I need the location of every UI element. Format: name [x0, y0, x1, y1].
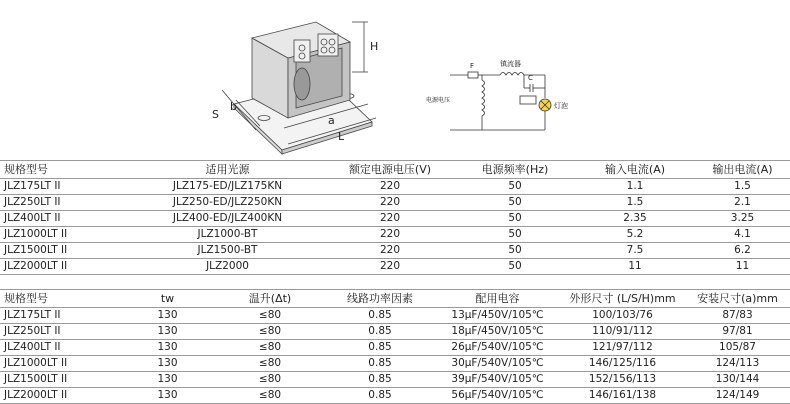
cell-output-current: 2.1	[695, 195, 790, 211]
table2-header-temp-rise: 温升(Δt)	[215, 290, 325, 308]
cell-outline-size: 100/103/76	[560, 308, 685, 324]
cell-temp-rise: ≤80	[215, 324, 325, 340]
dim-l-label: L	[338, 130, 345, 143]
lamp-label: 灯泡	[554, 102, 568, 110]
table-row	[0, 243, 790, 259]
cell-power-factor: 0.85	[325, 340, 435, 356]
cell-mount-size: 124/149	[685, 388, 790, 404]
cell-tw: 130	[120, 308, 215, 324]
table1-header-lamp: 适用光源	[130, 161, 325, 179]
table-row	[0, 211, 790, 227]
cell-temp-rise: ≤80	[215, 356, 325, 372]
fuse-label: F	[470, 62, 475, 70]
cell-model: JLZ250LT II	[0, 195, 130, 211]
cell-model: JLZ1000LT II	[0, 227, 130, 243]
table1-header-model: 规格型号	[0, 161, 130, 179]
cell-tw: 130	[120, 388, 215, 404]
table-row	[0, 227, 790, 243]
cell-input-current: 2.35	[575, 211, 695, 227]
dim-a-label: a	[328, 114, 335, 127]
table-row	[0, 388, 790, 404]
cell-lamp: JLZ1000-BT	[130, 227, 325, 243]
cell-input-current: 11	[575, 259, 695, 275]
table2-header-mount-size: 安装尺寸(a)mm	[685, 290, 790, 308]
cell-voltage: 220	[325, 179, 455, 195]
cell-frequency: 50	[455, 179, 575, 195]
ballast-label: 镇流器	[500, 60, 521, 68]
cell-tw: 130	[120, 324, 215, 340]
cell-capacitor: 26μF/540V/105℃	[435, 340, 560, 356]
cell-tw: 130	[120, 340, 215, 356]
cell-input-current: 1.1	[575, 179, 695, 195]
cell-output-current: 1.5	[695, 179, 790, 195]
cell-power-factor: 0.85	[325, 308, 435, 324]
cell-mount-size: 130/144	[685, 372, 790, 388]
cell-voltage: 220	[325, 227, 455, 243]
product-figure	[0, 0, 790, 158]
table1-header-row	[0, 161, 790, 179]
cell-power-factor: 0.85	[325, 324, 435, 340]
cell-input-current: 7.5	[575, 243, 695, 259]
cell-outline-size: 110/91/112	[560, 324, 685, 340]
supply-voltage-label: 电源电压	[426, 97, 451, 104]
cell-voltage: 220	[325, 243, 455, 259]
cell-model: JLZ2000LT II	[0, 259, 130, 275]
table-row	[0, 356, 790, 372]
spec-table-electrical	[0, 160, 790, 275]
cell-temp-rise: ≤80	[215, 372, 325, 388]
cell-mount-size: 124/113	[685, 356, 790, 372]
cell-output-current: 3.25	[695, 211, 790, 227]
cell-mount-size: 87/83	[685, 308, 790, 324]
cell-output-current: 4.1	[695, 227, 790, 243]
cell-voltage: 220	[325, 259, 455, 275]
cell-input-current: 1.5	[575, 195, 695, 211]
table-row	[0, 372, 790, 388]
cell-power-factor: 0.85	[325, 356, 435, 372]
cell-temp-rise: ≤80	[215, 388, 325, 404]
table-row	[0, 195, 790, 211]
cell-temp-rise: ≤80	[215, 340, 325, 356]
cell-capacitor: 56μF/540V/105℃	[435, 388, 560, 404]
table1-header-frequency: 电源频率(Hz)	[455, 161, 575, 179]
cell-model: JLZ1500LT II	[0, 372, 120, 388]
cell-lamp: JLZ175-ED/JLZ175KN	[130, 179, 325, 195]
spec-table-thermal-dimensions	[0, 289, 790, 404]
cell-outline-size: 146/125/116	[560, 356, 685, 372]
cell-temp-rise: ≤80	[215, 308, 325, 324]
cell-outline-size: 121/97/112	[560, 340, 685, 356]
cell-outline-size: 152/156/113	[560, 372, 685, 388]
cell-frequency: 50	[455, 227, 575, 243]
cell-lamp: JLZ1500-BT	[130, 243, 325, 259]
table2-header-outline-size: 外形尺寸 (L/S/H)mm	[560, 290, 685, 308]
cell-frequency: 50	[455, 243, 575, 259]
cell-tw: 130	[120, 356, 215, 372]
dim-s-label: S	[212, 108, 219, 121]
cell-outline-size: 146/161/138	[560, 388, 685, 404]
dim-h-label: H	[370, 40, 379, 53]
cell-lamp: JLZ250-ED/JLZ250KN	[130, 195, 325, 211]
cell-lamp: JLZ400-ED/JLZ400KN	[130, 211, 325, 227]
cell-model: JLZ175LT II	[0, 308, 120, 324]
cell-mount-size: 105/87	[685, 340, 790, 356]
cell-power-factor: 0.85	[325, 388, 435, 404]
cell-model: JLZ400LT II	[0, 211, 130, 227]
cell-tw: 130	[120, 372, 215, 388]
table2-header-capacitor: 配用电容	[435, 290, 560, 308]
wiring-schematic	[420, 50, 590, 140]
cell-power-factor: 0.85	[325, 372, 435, 388]
dim-b-label: b	[230, 100, 237, 113]
table-row	[0, 259, 790, 275]
table2-header-tw: tw	[120, 290, 215, 308]
cell-input-current: 5.2	[575, 227, 695, 243]
cell-model: JLZ250LT II	[0, 324, 120, 340]
table-row	[0, 308, 790, 324]
cell-lamp: JLZ2000	[130, 259, 325, 275]
cell-capacitor: 39μF/540V/105℃	[435, 372, 560, 388]
table2-header-model: 规格型号	[0, 290, 120, 308]
cell-output-current: 6.2	[695, 243, 790, 259]
cell-model: JLZ2000LT II	[0, 388, 120, 404]
cell-model: JLZ175LT II	[0, 179, 130, 195]
cell-output-current: 11	[695, 259, 790, 275]
cell-capacitor: 30μF/540V/105℃	[435, 356, 560, 372]
table-row	[0, 340, 790, 356]
table2-header-power-factor: 线路功率因素	[325, 290, 435, 308]
cell-frequency: 50	[455, 195, 575, 211]
table-row	[0, 324, 790, 340]
cell-capacitor: 18μF/450V/105℃	[435, 324, 560, 340]
cell-voltage: 220	[325, 195, 455, 211]
cell-frequency: 50	[455, 211, 575, 227]
capacitor-label: C	[528, 74, 533, 82]
cell-frequency: 50	[455, 259, 575, 275]
cell-model: JLZ400LT II	[0, 340, 120, 356]
cell-model: JLZ1000LT II	[0, 356, 120, 372]
cell-mount-size: 97/81	[685, 324, 790, 340]
table1-header-input-current: 输入电流(A)	[575, 161, 695, 179]
table-row	[0, 179, 790, 195]
cell-voltage: 220	[325, 211, 455, 227]
cell-model: JLZ1500LT II	[0, 243, 130, 259]
table1-header-voltage: 额定电源电压(V)	[325, 161, 455, 179]
table1-header-output-current: 输出电流(A)	[695, 161, 790, 179]
cell-capacitor: 13μF/450V/105℃	[435, 308, 560, 324]
table2-header-row	[0, 290, 790, 308]
